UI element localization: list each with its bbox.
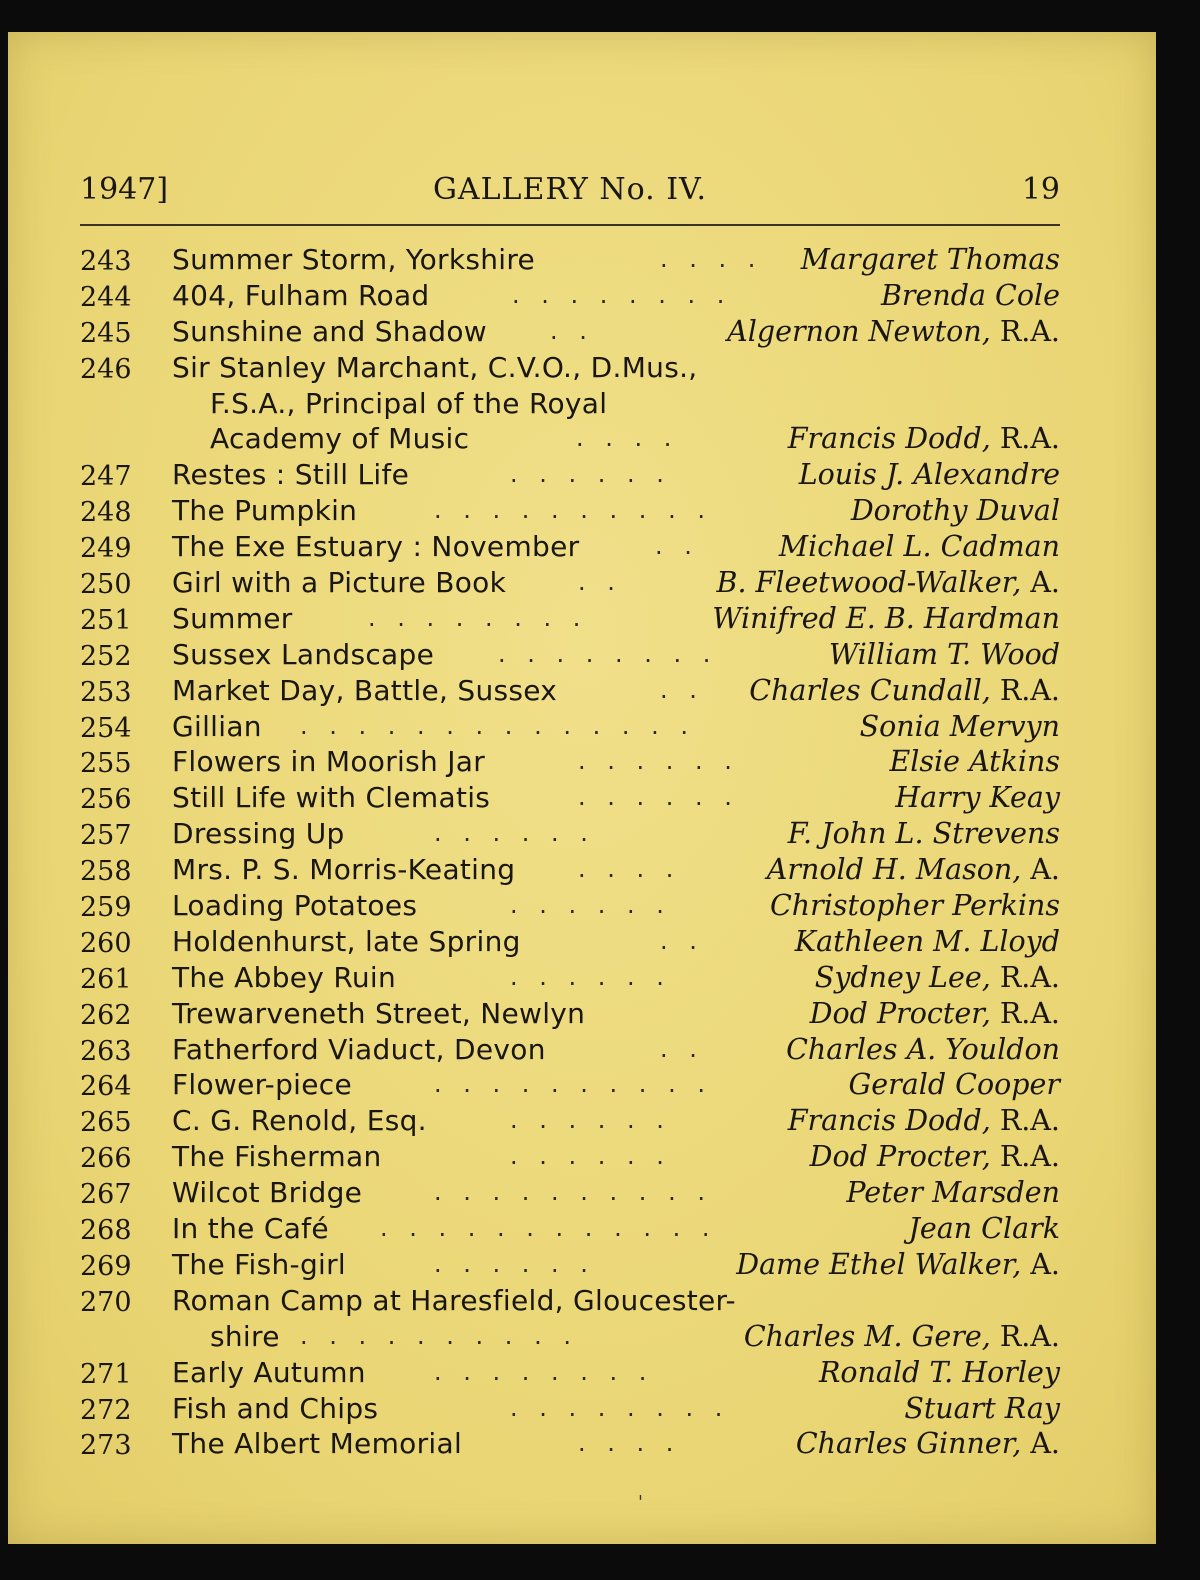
dot-leader: . . . . . . . . . . . .: [380, 1214, 717, 1243]
footer-mark: ': [638, 1492, 643, 1513]
catalogue-entry: [80, 1211, 1060, 1247]
entry-number: 258: [80, 856, 132, 888]
artist-name: [819, 1355, 1060, 1391]
artist-name-text: Stuart Ray: [904, 1391, 1060, 1425]
dot-leader: . . . .: [578, 855, 681, 884]
entry-number: 250: [80, 569, 132, 601]
entry-number: 271: [80, 1358, 132, 1390]
entry-title: The Exe Estuary : November: [172, 530, 580, 564]
artist-name: [749, 673, 1060, 709]
artist-name-text: Dod Procter,: [809, 1140, 991, 1174]
dot-leader: . . . . . . . . . .: [300, 1321, 578, 1350]
artist-name-text: Elsie Atkins: [889, 745, 1060, 779]
dot-leader: . . . . . .: [510, 962, 671, 991]
entry-title: The Pumpkin: [172, 494, 358, 528]
entry-title: Early Autumn: [172, 1355, 366, 1389]
artist-honours: R.A.: [999, 1104, 1060, 1138]
artist-name: [848, 1067, 1060, 1103]
catalogue-entry: [80, 960, 1060, 996]
entry-title: C. G. Renold, Esq.: [172, 1104, 427, 1138]
entry-number: 247: [80, 461, 132, 493]
artist-name: [717, 565, 1061, 601]
catalogue-entry: [80, 709, 1060, 745]
entry-number: 245: [80, 317, 132, 349]
artist-name: [736, 1247, 1060, 1283]
artist-name-text: Dame Ethel Walker,: [736, 1247, 1022, 1281]
artist-honours: R.A.: [999, 960, 1060, 994]
entry-number: 267: [80, 1179, 132, 1211]
catalogue-entry: [80, 780, 1060, 816]
artist-honours: A.: [1030, 1427, 1060, 1461]
catalogue-entry: [80, 1391, 1060, 1427]
artist-honours: R.A.: [999, 1319, 1060, 1353]
dot-leader: . . . . . .: [578, 747, 739, 776]
entry-number: 244: [80, 281, 132, 313]
artist-honours: R.A.: [999, 422, 1060, 456]
artist-name: [890, 744, 1061, 780]
artist-name-text: Sonia Mervyn: [859, 709, 1060, 743]
entry-title: The Abbey Ruin: [172, 960, 397, 994]
dot-leader: . .: [578, 568, 622, 597]
catalogue-entry: [80, 1175, 1060, 1211]
catalogue-entry: [80, 1355, 1060, 1391]
catalogue-entry: [80, 637, 1060, 673]
entry-number: 262: [80, 999, 132, 1031]
artist-name-text: William T. Wood: [828, 637, 1060, 671]
dot-leader: . . . . . . . . . .: [434, 1070, 712, 1099]
entry-title: Sir Stanley Marchant, C.V.O., D.Mus.,: [172, 350, 698, 384]
artist-honours: R.A.: [999, 673, 1060, 707]
artist-name: [908, 1211, 1060, 1247]
entry-title: Trewarveneth Street, Newlyn: [172, 996, 586, 1030]
dot-leader: . . . . . .: [510, 1142, 671, 1171]
artist-name-text: Algernon Newton,: [727, 314, 991, 348]
entry-title: The Fish-girl: [172, 1247, 347, 1281]
catalogue-entry: [80, 242, 1060, 278]
entry-title: Fish and Chips: [172, 1391, 379, 1425]
entry-number: 254: [80, 712, 132, 744]
dot-leader: . .: [655, 532, 699, 561]
artist-name: [801, 242, 1060, 278]
artist-name-text: Michael L. Cadman: [778, 530, 1060, 564]
artist-name-text: Dod Procter,: [809, 996, 991, 1030]
catalogue-entry: [80, 457, 1060, 493]
artist-honours: A.: [1030, 853, 1060, 887]
entry-number: 264: [80, 1071, 132, 1103]
artist-name-text: Dorothy Duval: [850, 494, 1060, 528]
entry-title: Market Day, Battle, Sussex: [172, 673, 558, 707]
artist-name-text: F. John L. Strevens: [787, 817, 1060, 851]
entry-number: 273: [80, 1430, 132, 1462]
entry-number: 246: [80, 353, 132, 385]
entry-title: The Albert Memorial: [172, 1427, 463, 1461]
artist-name: [767, 852, 1060, 888]
entry-title: Restes : Still Life: [172, 458, 410, 492]
dot-leader: . . . . . . . . . .: [434, 496, 712, 525]
artist-honours: A.: [1030, 566, 1060, 600]
entry-number: 272: [80, 1394, 132, 1426]
entry-title: 404, Fulham Road: [172, 278, 430, 312]
artist-honours: R.A.: [999, 1140, 1060, 1174]
catalogue-entry: [80, 350, 1060, 386]
entry-number: 243: [80, 246, 132, 277]
artist-name-text: Christopher Perkins: [769, 889, 1060, 923]
entry-number: 253: [80, 676, 132, 708]
entry-number: 261: [80, 963, 132, 995]
artist-name: [810, 1139, 1060, 1175]
artist-name-text: Jean Clark: [908, 1212, 1060, 1246]
artist-name: [810, 996, 1060, 1032]
artist-name-text: Winifred E. B. Hardman: [712, 601, 1060, 635]
artist-honours: A.: [1030, 1247, 1060, 1281]
entry-title: Sussex Landscape: [172, 637, 435, 671]
entry-title: Academy of Music: [210, 422, 470, 456]
catalogue-entry: [80, 888, 1060, 924]
catalogue-entry: [80, 1247, 1060, 1283]
artist-name: [846, 1175, 1060, 1211]
dot-leader: . . . . . . . .: [512, 280, 732, 309]
entry-title: Summer Storm, Yorkshire: [172, 243, 536, 276]
catalogue-entry: [80, 565, 1060, 601]
entry-title: Flower-piece: [172, 1068, 352, 1102]
page-number: 19: [1021, 172, 1060, 207]
entry-number: 263: [80, 1035, 132, 1067]
entry-number: 270: [80, 1286, 132, 1318]
dot-leader: . . . . . . . .: [368, 603, 588, 632]
catalogue-entry: [80, 493, 1060, 529]
dot-leader: . . . . . . . .: [510, 1393, 730, 1422]
artist-name-text: Peter Marsden: [846, 1176, 1060, 1210]
dot-leader: . . . . . .: [510, 460, 671, 489]
artist-name-text: Ronald T. Horley: [818, 1355, 1060, 1389]
entry-title: Fatherford Viaduct, Devon: [172, 1032, 546, 1066]
entry-title: Girl with a Picture Book: [172, 566, 507, 600]
entry-title: shire: [210, 1319, 280, 1353]
artist-name-text: Charles Cundall,: [749, 673, 991, 707]
dot-leader: . .: [660, 926, 704, 955]
catalogue-entry: [80, 278, 1060, 314]
dot-leader: . . . . . .: [510, 891, 671, 920]
artist-name: [770, 888, 1060, 924]
dot-leader: . . . .: [660, 245, 763, 273]
artist-honours: R.A.: [999, 996, 1060, 1030]
artist-name-text: Francis Dodd,: [787, 1104, 991, 1138]
entry-title: Summer: [172, 601, 293, 635]
entry-number: 249: [80, 533, 132, 565]
artist-name-text: Sydney Lee,: [814, 960, 991, 994]
entry-number: 252: [80, 640, 132, 672]
page-header: [80, 172, 1060, 226]
artist-name: [786, 1032, 1060, 1068]
dot-leader: . . . . . . . . . . . . . .: [300, 711, 695, 740]
catalogue-entry: [80, 673, 1060, 709]
catalogue-entry: [80, 996, 1060, 1032]
entry-title: Still Life with Clematis: [172, 781, 491, 815]
catalogue-entry: [80, 1032, 1060, 1068]
entry-title: Loading Potatoes: [172, 889, 418, 923]
entry-number: 266: [80, 1143, 132, 1175]
catalogue-entry: [80, 529, 1060, 565]
dot-leader: . .: [660, 1034, 704, 1063]
dot-leader: . . . . . .: [434, 1249, 595, 1278]
artist-name-text: Harry Keay: [895, 781, 1060, 815]
artist-name: [788, 421, 1060, 457]
entry-number: 260: [80, 927, 132, 959]
catalogue-entry: [80, 1319, 1060, 1355]
dot-leader: . . . . . .: [578, 783, 739, 812]
catalogue-entry: [80, 1139, 1060, 1175]
artist-name-text: Arnold H. Mason,: [766, 853, 1022, 887]
entry-number: 257: [80, 820, 132, 852]
entry-number: 268: [80, 1215, 132, 1247]
artist-name: [895, 780, 1060, 816]
artist-name: [904, 1391, 1060, 1427]
artist-name: [788, 816, 1060, 852]
entry-number: 265: [80, 1107, 132, 1139]
artist-name: [788, 1103, 1060, 1139]
artist-name-text: Charles M. Gere,: [743, 1319, 991, 1353]
entry-title: Dressing Up: [172, 817, 345, 851]
entry-title: The Fisherman: [172, 1140, 382, 1174]
dot-leader: . . . . . . . .: [498, 639, 718, 668]
artist-name-text: Gerald Cooper: [848, 1068, 1060, 1102]
catalogue-entry: [80, 1426, 1060, 1462]
artist-name: [815, 960, 1060, 996]
dot-leader: . . . . . . . .: [434, 1357, 654, 1386]
entry-title: Sunshine and Shadow: [172, 314, 488, 348]
header-year: 1947]: [80, 172, 169, 207]
artist-name-text: Charles A. Youldon: [786, 1032, 1060, 1066]
gallery-title: GALLERY No. IV.: [432, 172, 708, 207]
artist-name: [779, 529, 1060, 565]
artist-name: [829, 637, 1060, 673]
entry-title: In the Café: [172, 1212, 329, 1246]
catalogue-entry: [80, 314, 1060, 350]
entry-number: 269: [80, 1250, 132, 1282]
entry-number: 256: [80, 784, 132, 816]
catalogue-entries: [80, 242, 1060, 1462]
catalogue-entry: [80, 924, 1060, 960]
catalogue-entry: [80, 744, 1060, 780]
entry-title: Mrs. P. S. Morris-Keating: [172, 853, 516, 887]
artist-name: [795, 924, 1060, 960]
entry-number: 251: [80, 604, 132, 636]
dot-leader: . . . . . . . . . .: [434, 1178, 712, 1207]
catalogue-entry: [80, 1067, 1060, 1103]
entry-title: Holdenhurst, late Spring: [172, 924, 521, 958]
artist-name-text: Charles Ginner,: [795, 1427, 1022, 1461]
dot-leader: . . . .: [576, 424, 679, 453]
artist-name: [851, 493, 1060, 529]
artist-name: [860, 709, 1060, 745]
catalogue-page: [8, 32, 1156, 1544]
artist-name: [799, 457, 1060, 493]
entry-title: F.S.A., Principal of the Royal: [210, 386, 608, 420]
dot-leader: . . . . . .: [434, 819, 595, 848]
catalogue-entry: [80, 1283, 1060, 1319]
dot-leader: . .: [550, 316, 594, 345]
entry-title: Flowers in Moorish Jar: [172, 745, 486, 779]
artist-name-text: Brenda Cole: [880, 278, 1060, 312]
artist-name: [712, 601, 1060, 637]
dot-leader: . .: [660, 675, 704, 704]
entry-number: 255: [80, 748, 132, 780]
artist-name-text: Kathleen M. Lloyd: [794, 924, 1060, 958]
artist-name-text: Francis Dodd,: [787, 422, 991, 456]
entry-number: 259: [80, 892, 132, 924]
entry-title: Gillian: [172, 709, 262, 743]
catalogue-entry: [80, 1103, 1060, 1139]
catalogue-entry: [80, 816, 1060, 852]
artist-name: [744, 1319, 1060, 1355]
catalogue-entry: [80, 852, 1060, 888]
artist-honours: R.A.: [999, 314, 1060, 348]
catalogue-entry: [80, 421, 1060, 457]
artist-name-text: Margaret Thomas: [800, 243, 1060, 276]
artist-name: [796, 1426, 1060, 1462]
entry-title: Roman Camp at Haresfield, Gloucester-: [172, 1283, 736, 1317]
dot-leader: . . . . . .: [510, 1106, 671, 1135]
artist-name-text: B. Fleetwood-Walker,: [716, 566, 1022, 600]
catalogue-entry: [80, 601, 1060, 637]
artist-name: [727, 314, 1060, 350]
dot-leader: . . . .: [578, 1429, 681, 1458]
entry-title: Wilcot Bridge: [172, 1176, 363, 1210]
artist-name-text: Louis J. Alexandre: [798, 458, 1060, 492]
artist-name: [881, 278, 1060, 314]
catalogue-entry: [80, 386, 1060, 422]
entry-number: 248: [80, 497, 132, 529]
